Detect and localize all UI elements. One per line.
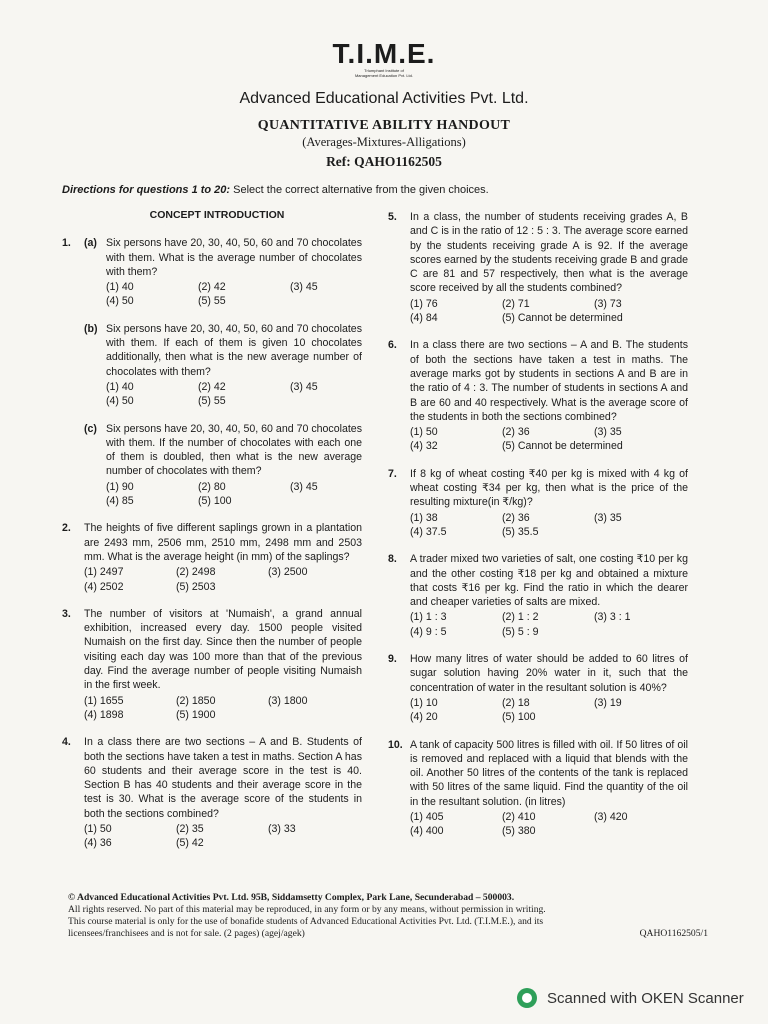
option: (5) 55 [198,295,226,308]
option: (4) 50 [106,395,134,408]
option: (5) Cannot be determined [502,440,623,453]
question-number: 2. [62,522,71,535]
copyright-footer [68,892,708,940]
directions [62,184,489,196]
option: (3) 420 [594,810,628,823]
option: (5) 100 [502,711,536,724]
option: (2) 35 [176,822,204,835]
reference-code: Ref: QAHO1162505 [326,154,442,169]
question-number: 7. [388,467,397,480]
option: (1) 1 : 3 [410,611,447,624]
option: (3) 45 [290,480,318,493]
question-1a [84,236,362,308]
option: (3) 1800 [268,694,308,707]
page-code: QAHO1162505/1 [639,928,708,939]
oken-scanner-icon [517,988,537,1008]
option: (4) 20 [410,711,438,724]
option: (2) 71 [502,297,530,310]
option: (2) 36 [502,426,530,439]
option: (2) 410 [502,810,536,823]
option: (4) 85 [106,495,134,508]
option: (5) 100 [198,495,232,508]
question-number: 8. [388,553,397,566]
question-text: In a class there are two sections – A and B. The students of both the sections have taken a test in maths. The average marks got by students in sections A and B are in the ratio of 4 : 3. The number of students in sections A and B are 60 and 40 respectively. What is the average score of the students in both the sections combined? [410,339,688,423]
question-text: The number of visitors at 'Numaish', a grand annual exhibition, increased every day. 1500 people visited Numaish on the first day. Since then the number of people visiting each day was 100 more than that of the previous day. Find the average number of people visiting Numaish in the first week. [84,607,362,692]
option: (5) 5 : 9 [502,625,539,638]
question-9 [388,652,688,724]
option: (3) 45 [290,281,318,294]
option: (3) 19 [594,696,622,709]
option: (3) 35 [594,511,622,524]
footer-line: licensees/franchisees and is not for sale. (2 pages) (agej/agek) [68,928,305,939]
option: (1) 2497 [84,566,124,579]
option: (4) 9 : 5 [410,625,447,638]
question-text: How many litres of water should be added to 60 litres of sugar solution having 20% water in it, such that the concentration of water in the resultant solution is 40%? [410,653,688,694]
question-10 [388,738,688,839]
question-7 [388,467,688,539]
question-text: The heights of five different saplings grown in a plantation are 2493 mm, 2506 mm, 2510 mm, 2498 mm and 2503 mm. What is the average height (in mm) of the saplings? [84,522,362,563]
question-2 [62,521,362,593]
footer-line: All rights reserved. No part of this material may be reproduced, in any form or by any means, without permission in writing. [68,904,546,915]
option: (2) 36 [502,511,530,524]
left-column [62,208,362,851]
logo-subtitle-1: Triumphant Institute of [364,68,404,73]
question-text: Six persons have 20, 30, 40, 50, 60 and 70 chocolates with them. What is the average number of chocolates with them? [106,237,362,278]
options [106,280,362,309]
options [106,480,362,509]
right-column [388,210,688,839]
option: (4) 36 [84,837,112,850]
option: (2) 1 : 2 [502,611,539,624]
option: (5) 42 [176,837,204,850]
question-5 [388,210,688,325]
time-logo: T.I.M.E. [332,38,436,69]
question-1b [84,322,362,409]
page-header [0,40,768,170]
option: (1) 10 [410,696,438,709]
company-name: Advanced Educational Activities Pvt. Ltd. [239,90,529,107]
option: (2) 42 [198,380,226,393]
question-4 [62,735,362,850]
option: (1) 76 [410,297,438,310]
question-text: A trader mixed two varieties of salt, one costing ₹10 per kg and the other costing ₹18 per kg and obtained a mixture that costs ₹16 per kg. Find the ratio in which the dearer and cheaper varieties of salts are mixed. [410,553,688,609]
option: (2) 1850 [176,694,216,707]
question-number: 3. [62,607,71,620]
handout-subtitle: (Averages-Mixtures-Alligations) [302,135,466,149]
options [84,694,362,723]
question-number: 9. [388,653,397,666]
question-3 [62,607,362,722]
option: (1) 405 [410,810,444,823]
question-6 [388,338,688,453]
question-number: 4. [62,736,71,749]
option: (4) 37.5 [410,525,447,538]
option: (1) 40 [106,281,134,294]
option: (1) 38 [410,511,438,524]
options [410,610,688,639]
question-1 [62,236,362,508]
option: (3) 3 : 1 [594,611,631,624]
options [84,565,362,594]
logo-subtitle-2: Management Education Pvt. Ltd. [354,73,414,78]
option: (2) 2498 [176,566,216,579]
question-text: If 8 kg of wheat costing ₹40 per kg is mixed with 4 kg of wheat costing ₹34 per kg, then what is the price of the resulting mixture(in ₹/kg)? [410,467,688,509]
option: (5) 35.5 [502,525,539,538]
sub-label: (c) [84,422,97,435]
option: (3) 45 [290,380,318,393]
option: (5) 1900 [176,708,216,721]
options [410,297,688,326]
question-number: 10. [388,738,403,751]
option: (1) 1655 [84,694,124,707]
footer-line: This course material is only for the use of bonafide students of Advanced Educational Activities Pvt. Ltd. (T.I.M.E.), and its [68,916,544,927]
question-8 [388,552,688,639]
option: (5) 380 [502,825,536,838]
option: (1) 50 [84,822,112,835]
question-text: Six persons have 20, 30, 40, 50, 60 and 70 chocolates with them. If each of them is given 10 chocolates additionally, then what is the new average number of chocolates with them? [106,322,362,378]
options [410,810,688,839]
option: (4) 84 [410,312,438,325]
question-number: 6. [388,339,397,352]
option: (4) 32 [410,440,438,453]
option: (1) 40 [106,380,134,393]
scanner-watermark [517,988,744,1008]
option: (4) 50 [106,295,134,308]
options [410,511,688,540]
options [410,425,688,454]
options [106,380,362,409]
option: (2) 80 [198,480,226,493]
option: (5) 55 [198,395,226,408]
question-number: 1. [62,237,71,250]
sub-label: (a) [84,237,97,250]
option: (4) 400 [410,825,444,838]
question-number: 5. [388,211,397,223]
question-1c [84,422,362,509]
question-text: A tank of capacity 500 litres is filled with oil. If 50 litres of oil is removed and replaced with a liquid that blends with the oil. Another 50 litres of the contents of the tank is replaced with 50 litres of the same liquid. Find the quantity of the oil in the resultant solution. (in litres) [410,738,688,808]
option: (3) 33 [268,822,296,835]
directions-text: Select the correct alternative from the given choices. [230,184,489,196]
option: (5) Cannot be determined [502,312,623,325]
option: (2) 42 [198,281,226,294]
section-title: CONCEPT INTRODUCTION [149,209,285,221]
question-text: In a class there are two sections – A and B. Students of both the sections have taken a test in maths. Section A has 60 students and their average score in the test is 40. Section B has 40 students and their average score in the test is 30. What is the average score of the students in both the sections combined? [84,736,362,820]
option: (5) 2503 [176,580,216,593]
option: (4) 2502 [84,580,124,593]
options [84,822,362,851]
option: (2) 18 [502,696,530,709]
handout-title: QUANTITATIVE ABILITY HANDOUT [257,118,511,133]
question-text: In a class, the number of students receiving grades A, B and C is in the ratio of 12 : 5 : 3. The average score earned by the students receiving grade A is 92. If the average scores earned by the students receiving grade B and grade C are 81 and 57 respectively, then what is the average score received by all the students combined? [410,211,688,295]
option: (1) 50 [410,426,438,439]
option: (3) 2500 [268,566,308,579]
option: (4) 1898 [84,708,124,721]
options [410,696,688,725]
option: (3) 35 [594,426,622,439]
option: (1) 90 [106,480,134,493]
scanner-label: Scanned with OKEN Scanner [547,989,744,1007]
footer-line: © Advanced Educational Activities Pvt. Ltd. 95B, Siddamsetty Complex, Park Lane, Secunderabad – 500003. [68,892,515,903]
directions-label: Directions for questions 1 to 20: [62,184,231,196]
question-text: Six persons have 20, 30, 40, 50, 60 and 70 chocolates with them. If the number of chocolates with each one of them is doubled, then what is the new average number of chocolates with them? [106,422,362,478]
sub-label: (b) [84,322,98,335]
option: (3) 73 [594,297,622,310]
